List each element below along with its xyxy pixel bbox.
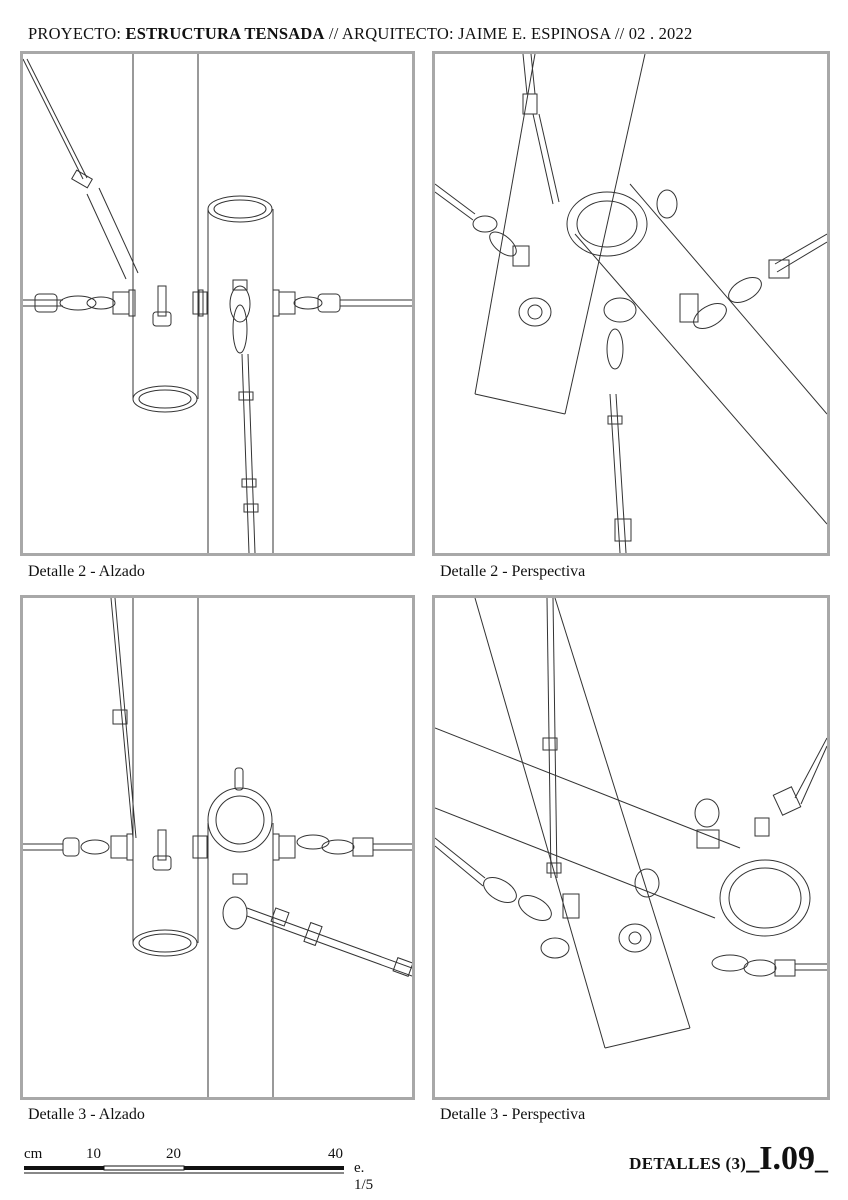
scale-bar <box>22 1146 382 1193</box>
header-separator: // <box>328 24 339 43</box>
scale-tick-10: 10 <box>86 1146 101 1162</box>
title-underscore: _ <box>815 1146 828 1175</box>
scale-tick-20: 20 <box>166 1146 181 1162</box>
panel-detalle-3-perspectiva <box>432 595 830 1100</box>
scale-tick-40: 40 <box>328 1146 343 1162</box>
panel-detalle-3-alzado <box>20 595 415 1100</box>
sheet-title-block <box>629 1140 828 1178</box>
sheet-number: I.09 <box>759 1140 815 1177</box>
elevation-drawing <box>23 598 412 1097</box>
panel-detalle-2-perspectiva <box>432 51 830 556</box>
scale-ratio: e. 1/5 <box>354 1160 374 1193</box>
panel-detalle-2-alzado <box>20 51 415 556</box>
panel-caption: Detalle 2 - Alzado <box>28 563 145 580</box>
panel-caption: Detalle 3 - Perspectiva <box>440 1106 586 1123</box>
scale-bar-graphic <box>22 1146 382 1186</box>
header-separator: // <box>614 24 625 43</box>
project-label: PROYECTO: <box>28 24 122 43</box>
project-name: ESTRUCTURA TENSADA <box>125 24 325 43</box>
sheet-title: DETALLES (3) <box>629 1154 747 1173</box>
perspective-drawing <box>435 598 827 1097</box>
scale-unit: cm <box>24 1146 43 1162</box>
panel-caption: Detalle 2 - Perspectiva <box>440 563 586 580</box>
sheet-header <box>28 24 828 44</box>
sheet-date: 02 . 2022 <box>628 24 693 43</box>
perspective-drawing <box>435 54 827 553</box>
elevation-drawing <box>23 54 412 553</box>
architect-name: ARQUITECTO: JAIME E. ESPINOSA <box>341 24 611 43</box>
panel-caption: Detalle 3 - Alzado <box>28 1106 145 1123</box>
title-underscore: _ <box>746 1146 760 1175</box>
